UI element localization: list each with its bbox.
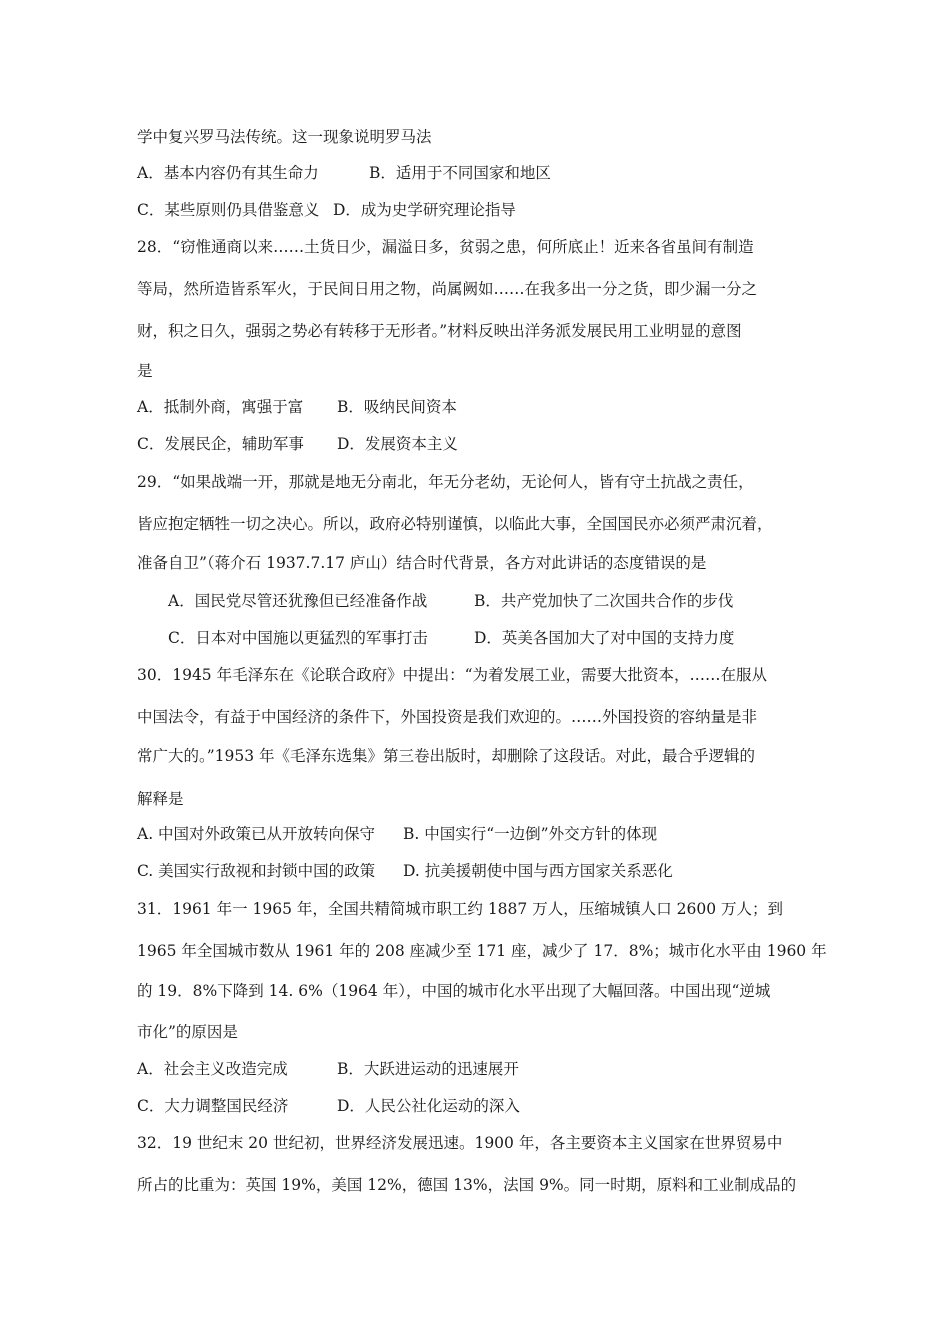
q30-options-ab bbox=[137, 824, 657, 844]
q28-options-ab bbox=[137, 397, 457, 417]
q31-options-ab bbox=[137, 1059, 519, 1079]
q27-option-b[interactable]: B．适用于不同国家和地区 bbox=[369, 164, 551, 182]
q31-stem-line-4: 市化”的原因是 bbox=[137, 1023, 238, 1041]
q27-options-cd bbox=[137, 200, 516, 220]
q31-option-c[interactable]: C．大力调整国民经济 bbox=[137, 1097, 289, 1115]
q29-stem-line-3: 准备自卫”（蒋介石 1937.7.17 庐山）结合时代背景，各方对此讲话的态度错误的是 bbox=[137, 554, 707, 572]
q27-option-c[interactable]: C．某些原则仍具借鉴意义 bbox=[137, 201, 320, 219]
q30-option-b[interactable]: B. 中国实行“一边倒”外交方针的体现 bbox=[403, 825, 658, 843]
q27-option-d[interactable]: D．成为史学研究理论指导 bbox=[333, 201, 516, 219]
q29-option-a[interactable]: A．国民党尽管还犹豫但已经准备作战 bbox=[168, 592, 428, 610]
q29-stem-line-2: 皆应抱定牺牲一切之决心。所以，政府必特别谨慎，以临此大事，全国国民亦必须严肃沉着， bbox=[137, 515, 773, 533]
q30-stem-line-1: 30．1945 年毛泽东在《论联合政府》中提出：“为着发展工业，需要大批资本，……在服从 bbox=[137, 666, 768, 684]
q32-stem-line-2: 所占的比重为：英国 19%，美国 12%，德国 13%，法国 9%。同一时期，原料和工业制成品的 bbox=[137, 1176, 797, 1194]
q30-stem-line-2: 中国法令，有益于中国经济的条件下，外国投资是我们欢迎的。……外国投资的容纳量是非 bbox=[137, 708, 758, 726]
q29-stem-line-1: 29．“如果战端一开，那就是地无分南北，年无分老幼，无论何人，皆有守土抗战之责任， bbox=[137, 473, 754, 491]
q28-stem-line-3: 财，积之日久，强弱之势必有转移于无形者。”材料反映出洋务派发展民用工业明显的意图 bbox=[137, 322, 742, 340]
q28-option-c[interactable]: C．发展民企，辅助军事 bbox=[137, 435, 304, 453]
q30-options-cd bbox=[137, 861, 673, 881]
q29-option-d[interactable]: D．英美各国加大了对中国的支持力度 bbox=[474, 629, 735, 647]
q29-option-b[interactable]: B．共产党加快了二次国共合作的步伐 bbox=[474, 592, 734, 610]
q31-option-a[interactable]: A．社会主义改造完成 bbox=[137, 1060, 288, 1078]
q29-option-c[interactable]: C．日本对中国施以更猛烈的军事打击 bbox=[168, 629, 428, 647]
q28-option-a[interactable]: A．抵制外商，寓强于富 bbox=[137, 398, 304, 416]
q31-option-b[interactable]: B．大跃进运动的迅速展开 bbox=[337, 1060, 519, 1078]
q31-stem-line-3: 的 19．8%下降到 14. 6%（1964 年），中国的城市化水平出现了大幅回落。中国出现“逆城 bbox=[137, 982, 771, 1000]
q31-options-cd bbox=[137, 1096, 520, 1116]
q30-stem-line-3: 常广大的。”1953 年《毛泽东选集》第三卷出版时，却删除了这段话。对此，最合乎逻辑的 bbox=[137, 747, 756, 765]
q31-option-d[interactable]: D．人民公社化运动的深入 bbox=[337, 1097, 520, 1115]
q27-options-ab bbox=[137, 163, 551, 183]
q29-options-cd bbox=[168, 628, 734, 648]
q29-options-ab bbox=[168, 591, 733, 611]
q27-stem-end: 学中复兴罗马法传统。这一现象说明罗马法 bbox=[137, 128, 432, 146]
q30-option-a[interactable]: A. 中国对外政策已从开放转向保守 bbox=[137, 825, 376, 843]
q31-stem-line-1: 31．1961 年一 1965 年，全国共精简城市职工约 1887 万人，压缩城镇人口 2600 万人；到 bbox=[137, 900, 783, 918]
q28-stem-line-1: 28．“窃惟通商以来……土货日少，漏溢日多，贫弱之患，何所底止！近来各省虽间有制造 bbox=[137, 238, 754, 256]
q30-stem-line-4: 解释是 bbox=[137, 790, 184, 808]
q27-option-a[interactable]: A．基本内容仍有其生命力 bbox=[137, 164, 319, 182]
q31-stem-line-2: 1965 年全国城市数从 1961 年的 208 座减少至 171 座，减少了 17．8%；城市化水平由 1960 年 bbox=[137, 942, 827, 960]
q28-options-cd bbox=[137, 434, 458, 454]
q32-stem-line-1: 32．19 世纪末 20 世纪初，世界经济发展迅速。1900 年，各主要资本主义国家在世界贸易中 bbox=[137, 1134, 783, 1152]
q28-option-d[interactable]: D．发展资本主义 bbox=[337, 435, 458, 453]
q28-stem-line-2: 等局，然所造皆系军火，于民间日用之物，尚属阙如……在我多出一分之货，即少漏一分之 bbox=[137, 280, 758, 298]
q28-stem-line-4: 是 bbox=[137, 362, 153, 380]
q30-option-c[interactable]: C. 美国实行敌视和封锁中国的政策 bbox=[137, 862, 376, 880]
q28-option-b[interactable]: B．吸纳民间资本 bbox=[337, 398, 457, 416]
q30-option-d[interactable]: D. 抗美援朝使中国与西方国家关系恶化 bbox=[403, 862, 673, 880]
